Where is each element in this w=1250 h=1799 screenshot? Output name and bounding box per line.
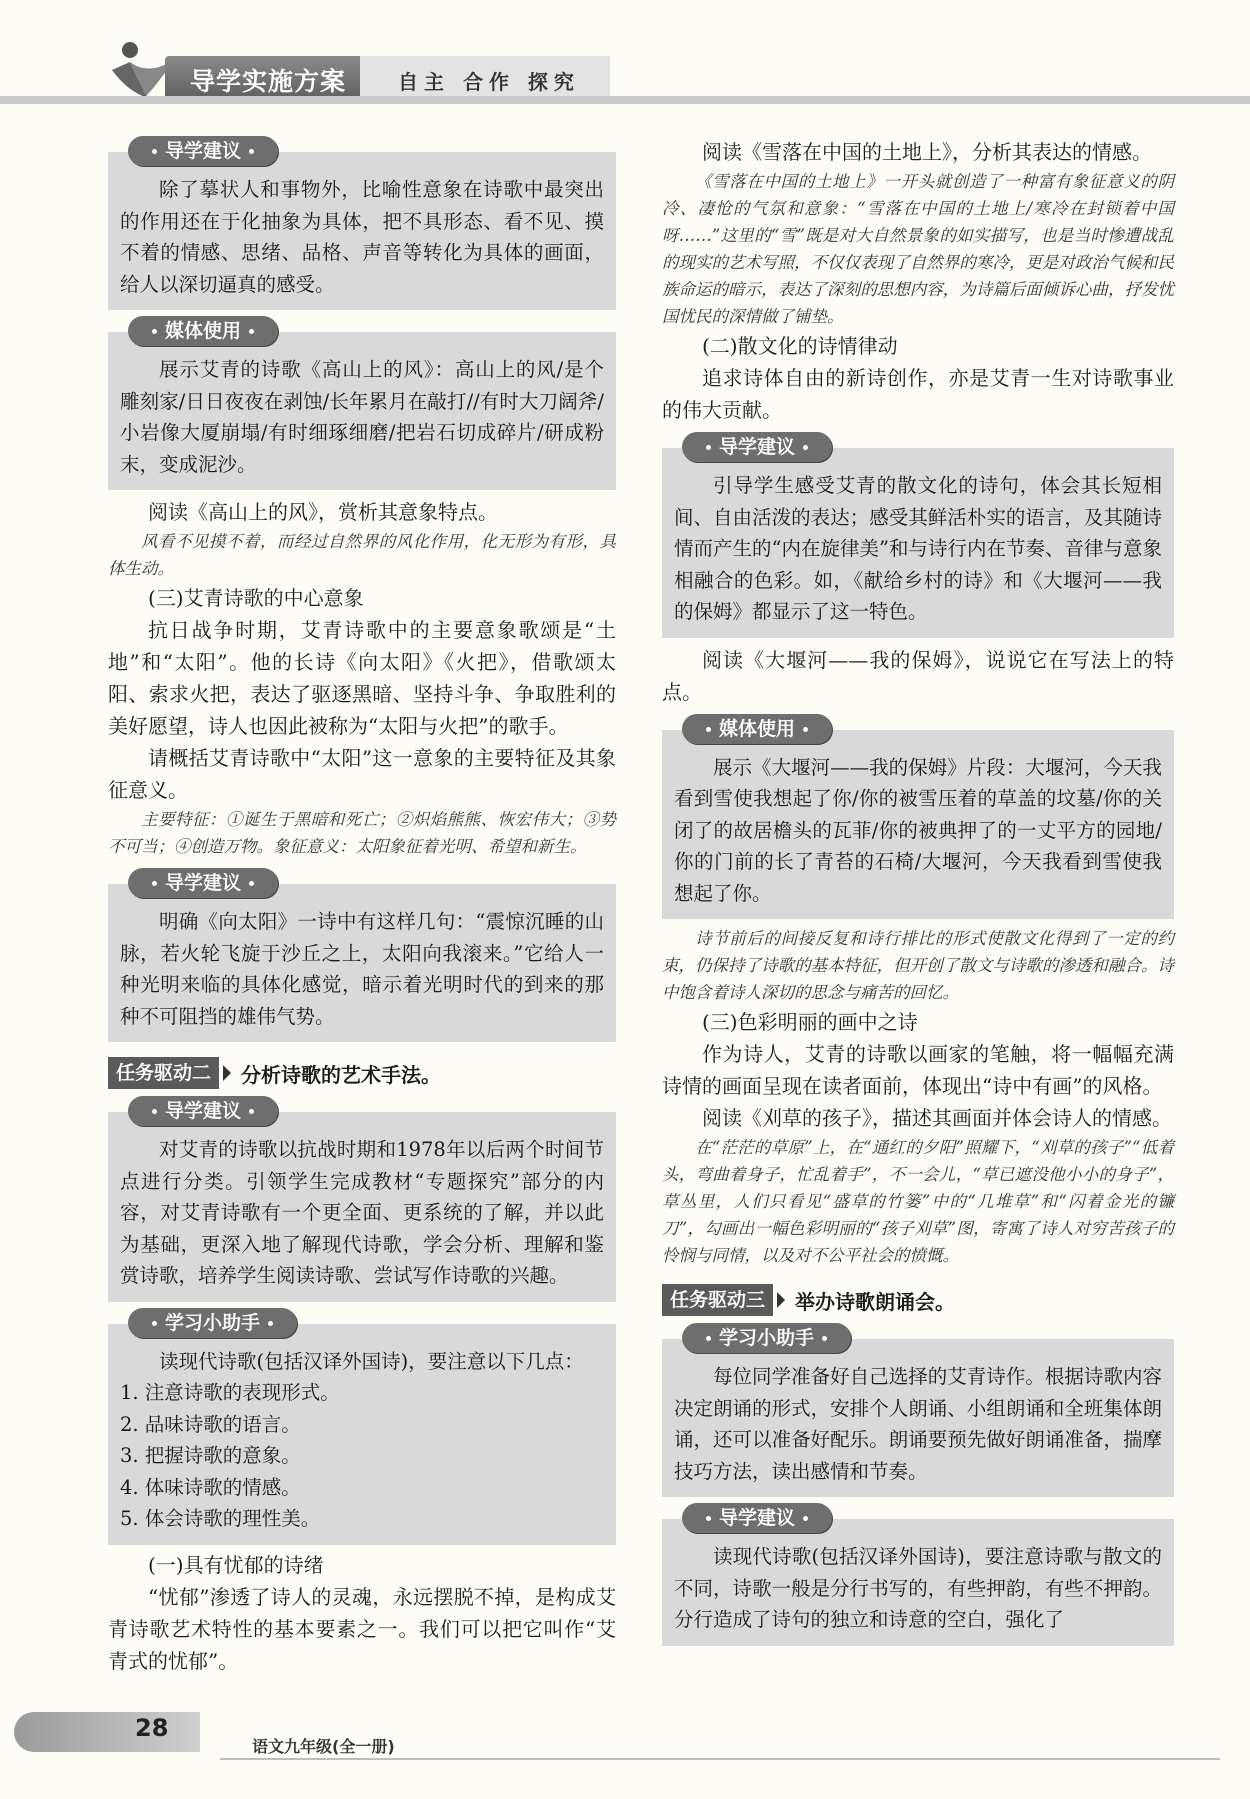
paragraph-sun-fire: 抗日战争时期，艾青诗歌中的主要意象歌颂是“土地”和“太阳”。他的长诗《向太阳》《火把》，借歌颂太阳、索求火把，表达了驱逐黑暗、坚持斗争、争取胜利的美好愿望，诗人也因此被称为“太阳与火把”的歌手。: [108, 618, 616, 738]
helper-box-2: [662, 1327, 1174, 1497]
task-heading-2: [108, 1056, 616, 1090]
arrow-icon: [777, 1292, 785, 1308]
box-label: 媒体使用: [128, 316, 278, 346]
book-title: 语文九年级(全一册): [252, 1737, 395, 1756]
box-label: 导学建议: [682, 432, 832, 462]
task-title: 举办诗歌朗诵会。: [795, 1289, 956, 1314]
box-text: 读现代诗歌(包括汉译外国诗)，要注意以下几点：: [159, 1349, 584, 1373]
box-label: 学习小助手: [128, 1308, 297, 1338]
footer-divider: [220, 1758, 1220, 1760]
guide-box-4: [662, 436, 1174, 638]
box-label: 导学建议: [682, 1503, 832, 1533]
page-number: 28: [135, 1714, 169, 1742]
answer-5: 在“茫茫的草原”上，在“通红的夕阳”照耀下，“刈草的孩子”“低着头，弯曲着身子，忙乱着手”，不一会儿，“草已遮没他小小的身子”，草丛里，人们只看见“盛草的竹篓”中的“几堆草”和“闪着金光的镰刀”，勾画出一幅色彩明丽的“孩子刈草”图，寄寓了诗人对穷苦孩子的怜悯与同情，以及对不公平社会的愤慨。: [662, 1138, 1174, 1265]
box-label: 导学建议: [128, 1096, 278, 1126]
task-title: 分析诗歌的艺术手法。: [241, 1062, 442, 1087]
box-label: 学习小助手: [682, 1323, 851, 1353]
task-heading-3: [662, 1283, 1174, 1317]
answer-3: 《雪落在中国的土地上》一开头就创造了一种富有象征意义的阴冷、凄怆的气氛和意象：“雪落在中国的土地上/寒冷在封锁着中国呀……”这里的“雪”既是对大自然景象的如实描写，也是当时惨遭战乱的现实的艺术写照，不仅仅表现了自然界的寒冷，更是对政治气候和民族命运的暗示，表达了深刻的思想内容，为诗篇后面倾诉心曲，抒发忧国忧民的深情做了铺垫。: [662, 172, 1174, 326]
paragraph-prose-poetry: 追求诗体自由的新诗创作，亦是艾青一生对诗歌事业的伟大贡献。: [662, 366, 1174, 422]
box-label: 媒体使用: [682, 714, 832, 744]
box-text: 除了摹状人和事物外，比喻性意象在诗歌中最突出的作用还在于化抽象为具体，把不具形态、看不见、摸不着的情感、思绪、品格、声音等转化为具体的画面，给人以深切逼真的感受。: [120, 178, 604, 296]
answer-2: 主要特征：①诞生于黑暗和死亡；②炽焰熊熊、恢宏伟大；③势不可当；④创造万物。象征意义：太阳象征着光明、希望和新生。: [108, 810, 616, 856]
task-badge: 任务驱动三: [662, 1284, 773, 1316]
question-3: 阅读《雪落在中国的土地上》，分析其表达的情感。: [702, 140, 1152, 164]
list-item: 3. 把握诗歌的意象。: [120, 1444, 301, 1467]
box-text: 展示《大堰河——我的保姆》片段：大堰河，今天我看到雪使我想起了你/你的被雪压着的草盖的坟墓/你的关闭了的故居檐头的瓦菲/你的被典押了的一丈平方的园地/你的门前的长了青苔的石椅/大堰河，今天我看到雪使我想起了你。: [674, 755, 1162, 905]
list-item: 4. 体味诗歌的情感。: [120, 1475, 301, 1499]
section-heading-3: (三)艾青诗歌的中心意象: [148, 586, 364, 610]
media-box-2: [662, 717, 1174, 920]
box-text: 读现代诗歌(包括汉译外国诗)，要注意诗歌与散文的不同，诗歌一般是分行书写的，有些押韵，有些不押韵。分行造成了诗句的独立和诗意的空白，强化了: [674, 1545, 1162, 1631]
question-1: 阅读《高山上的风》，赏析其意象特点。: [148, 500, 498, 524]
paragraph-painting: 作为诗人，艾青的诗歌以画家的笔触，将一幅幅充满诗情的画面呈现在读者面前，体现出“诗中有画”的风格。: [662, 1042, 1174, 1098]
answer-4: 诗节前后的间接反复和诗行排比的形式使散文化得到了一定的约束，仍保持了诗歌的基本特征，但开创了散文与诗歌的渗透和融合。诗中饱含着诗人深切的思念与痛苦的回忆。: [662, 929, 1174, 1002]
list-item: 2. 品味诗歌的语言。: [120, 1412, 301, 1436]
box-text: 引导学生感受艾青的散文化的诗句，体会其长短相间、自由活泼的表达；感受其鲜活朴实的语言，及其随诗情而产生的“内在旋律美”和与诗行内在节奏、音律与意象相融合的色彩。如，《献给乡村的诗》和《大堰河——我的保姆》都显示了这一特色。: [674, 474, 1162, 623]
question-2: 请概括艾青诗歌中“太阳”这一意象的主要特征及其象征意义。: [108, 746, 616, 802]
header-divider: [0, 96, 1250, 104]
box-text: 展示艾青的诗歌《高山上的风》：高山上的风/是个雕刻家/日日夜夜在剥蚀/长年累月在敲打//有时大刀阔斧/小岩像大厦崩塌/有时细琢细磨/把岩石切成碎片/研成粉末，变成泥沙。: [120, 358, 604, 476]
box-text: 每位同学准备好自己选择的艾青诗作。根据诗歌内容决定朗诵的形式，安排个人朗诵、小组朗诵和全班集体朗诵，还可以准备好配乐。朗诵要预先做好朗诵准备，揣摩技巧方法，读出感情和节奏。: [674, 1365, 1162, 1483]
box-label: 导学建议: [128, 136, 278, 166]
media-box-1: [108, 320, 616, 490]
list-item: 5. 体会诗歌的理性美。: [120, 1507, 321, 1530]
left-column: [108, 136, 616, 1677]
question-4: 阅读《大堰河——我的保姆》，说说它在写法上的特点。: [662, 647, 1174, 704]
section-heading-1: (一)具有忧郁的诗绪: [148, 1552, 324, 1577]
paragraph-melancholy: “忧郁”渗透了诗人的灵魂，永远摆脱不掉，是构成艾青诗歌艺术特性的基本要素之一。我们可以把它叫作“艾青式的忧郁”。: [108, 1584, 616, 1673]
arrow-icon: [223, 1065, 231, 1081]
right-column: [662, 136, 1174, 1646]
task-badge: 任务驱动二: [108, 1057, 219, 1089]
guide-box-2: [108, 872, 616, 1042]
guide-box-1: [108, 140, 616, 310]
guide-box-5: [662, 1507, 1174, 1646]
header-title: 导学实施方案: [190, 67, 347, 96]
page-number-box: [14, 1712, 200, 1752]
guide-box-3: [108, 1100, 616, 1302]
answer-1: 风看不见摸不着，而经过自然界的风化作用，化无形为有形，具体生动。: [108, 532, 616, 578]
page-header: [0, 0, 1250, 110]
section-heading-3b: (三)色彩明丽的画中之诗: [702, 1010, 918, 1034]
list-item: 1. 注意诗歌的表现形式。: [120, 1381, 340, 1404]
section-heading-2: (二)散文化的诗情律动: [702, 334, 898, 358]
box-text: 明确《向太阳》一诗中有这样几句：“震惊沉睡的山脉，若火轮飞旋于沙丘之上，太阳向我滚来。”它给人一种光明来临的具体化感觉，暗示着光明时代的到来的那种不可阻挡的雄伟气势。: [120, 910, 604, 1028]
box-text: 对艾青的诗歌以抗战时期和1978年以后两个时间节点进行分类。引领学生完成教材“专题探究”部分的内容，对艾青诗歌有一个更全面、更系统的了解，并以此为基础，更深入地了解现代诗歌，学会分析、理解和鉴赏诗歌，培养学生阅读诗歌、尝试写作诗歌的兴趣。: [120, 1138, 604, 1287]
header-tags: 自主 合作 探究: [398, 70, 580, 94]
helper-box-1: [108, 1311, 616, 1545]
box-label: 导学建议: [128, 868, 278, 898]
question-5: 阅读《刈草的孩子》，描述其画面并体会诗人的情感。: [702, 1106, 1172, 1130]
